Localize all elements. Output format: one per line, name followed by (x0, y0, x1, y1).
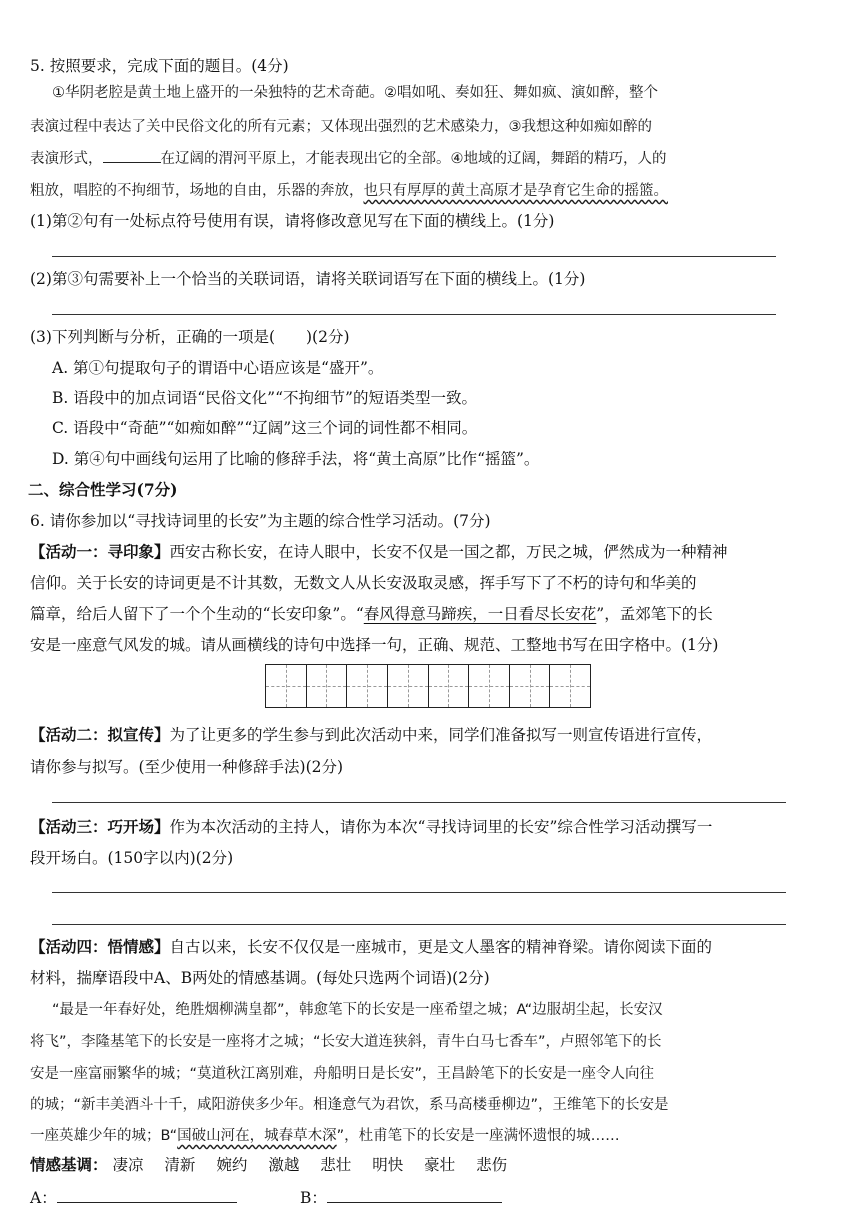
activity-1-label: 【活动一：寻印象】 (30, 543, 170, 561)
activity-3-label: 【活动三：巧开场】 (30, 818, 170, 836)
activity-1-line-2: 信仰。关于长安的诗词更是不计其数，无数文人从长安汲取灵感，挥手写下了不朽的诗句和华美的 (30, 574, 697, 592)
answer-a-row (30, 1186, 237, 1209)
activity-4-line-1 (30, 936, 712, 958)
answer-b-line[interactable] (327, 1186, 502, 1203)
activity-2-label: 【活动二：拟宣传】 (30, 726, 170, 744)
tone-word: 清新 (164, 1156, 196, 1174)
q5-inline-blank[interactable] (103, 148, 161, 163)
activity-1-text-3a: 篇章，给后人留下了一个个生动的“长安印象”。“ (30, 605, 364, 623)
q5-sub2-answer-line[interactable] (52, 314, 776, 315)
grid-cell[interactable] (347, 665, 388, 707)
activity-2-answer-line[interactable] (52, 802, 786, 803)
q5-passage-line-3-start: 表演形式， (30, 151, 103, 167)
grid-cell[interactable] (510, 665, 551, 707)
activity-4-text-1: 自古以来，长安不仅仅是一座城市，更是文人墨客的精神脊梁。请你阅读下面的 (169, 938, 713, 956)
activity-2-text-1: 为了让更多的学生参与到此次活动中来，同学们准备拟写一则宣传语进行宣传， (169, 726, 713, 744)
activity-3-text-1: 作为本次活动的主持人，请你为本次“寻找诗词里的长安”综合性学习活动撰写一 (169, 818, 713, 836)
tone-word: 凄凉 (112, 1156, 144, 1174)
q5-option-c: C. 语段中“奇葩”“如痴如醉”“辽阔”这三个词的词性都不相同。 (52, 419, 478, 437)
tones-row (30, 1154, 507, 1176)
answer-b-row (300, 1186, 502, 1209)
activity-3-line-2: 段开场白。(150字以内)(2分) (30, 849, 234, 867)
grid-cell[interactable] (307, 665, 348, 707)
tones-label: 情感基调： (30, 1156, 108, 1174)
grid-cell[interactable] (550, 665, 590, 707)
tianzige-grid[interactable] (265, 664, 591, 708)
q5-passage-line-2: 表演过程中表达了关中民俗文化的所有元素；又体现出强烈的艺术感染力，③我想这种如痴如醉的 (30, 119, 652, 135)
material-underlined-poem: 国破山河在，城春草木深 (177, 1128, 337, 1144)
tone-word: 悲伤 (476, 1156, 508, 1174)
material-line-1: “最是一年春好处，绝胜烟柳满皇都”，韩愈笔下的长安是一座希望之城；A“边服胡尘起，长安汉 (52, 1002, 663, 1018)
q5-option-a: A. 第①句提取句子的谓语中心语应该是“盛开”。 (52, 359, 384, 377)
q5-sub1-answer-line[interactable] (52, 256, 776, 257)
q5-sub1: (1)第②句有一处标点符号使用有误，请将修改意见写在下面的横线上。(1分) (30, 212, 555, 230)
tone-word: 豪壮 (424, 1156, 456, 1174)
activity-1-text-3c: ”，孟郊笔下的长 (596, 605, 713, 623)
tone-word: 明快 (372, 1156, 404, 1174)
activity-1-underlined-poem: 春风得意马蹄疾，一日看尽长安花 (363, 605, 597, 623)
grid-cell[interactable] (388, 665, 429, 707)
activity-1-line-1 (30, 541, 728, 563)
material-line-3: 安是一座富丽繁华的城；“莫道秋江离别难，舟船明日是长安”，王昌龄笔下的长安是一座令人向往 (30, 1066, 655, 1082)
q5-option-b: B. 语段中的加点词语“民俗文化”“不拘细节”的短语类型一致。 (52, 389, 477, 407)
q5-passage-line-4 (30, 180, 668, 202)
material-line-5a: 一座英雄少年的城；B“ (30, 1128, 178, 1144)
q5-sub3: (3)下列判断与分析，正确的一项是( )(2分) (30, 328, 350, 346)
activity-4-line-2: 材料，揣摩语段中A、B两处的情感基调。(每处只选两个词语)(2分) (30, 969, 490, 987)
material-line-5 (30, 1125, 620, 1147)
answer-a-label: A： (30, 1189, 57, 1207)
answer-b-label: B： (300, 1189, 327, 1207)
answer-a-line[interactable] (57, 1186, 237, 1203)
q5-sub2: (2)第③句需要补上一个恰当的关联词语，请将关联词语写在下面的横线上。(1分) (30, 270, 586, 288)
activity-3-answer-line-2[interactable] (52, 924, 786, 925)
q5-passage-line-4-start: 粗放，唱腔的不拘细节，场地的自由，乐器的奔放， (30, 183, 364, 199)
tone-word: 悲壮 (320, 1156, 352, 1174)
q6-heading: 6. 请你参加以“寻找诗词里的长安”为主题的综合性学习活动。(7分) (30, 512, 491, 530)
activity-2-line-1 (30, 724, 712, 746)
activity-2-line-2: 请你参与拟写。(至少使用一种修辞手法)(2分) (30, 758, 344, 776)
q5-passage-line-1: ①华阴老腔是黄土地上盛开的一朵独特的艺术奇葩。②唱如吼、奏如狂、舞如疯、演如醉，整个 (52, 85, 658, 101)
q5-heading: 5. 按照要求，完成下面的题目。(4分) (30, 57, 289, 75)
tone-word: 激越 (268, 1156, 300, 1174)
activity-1-line-3 (30, 603, 713, 625)
activity-3-answer-line-1[interactable] (52, 892, 786, 893)
activity-1-text-1: 西安古称长安，在诗人眼中，长安不仅是一国之都，万民之城，俨然成为一种精神 (169, 543, 728, 561)
material-line-2: 将飞”，李隆基笔下的长安是一座将才之城；“长安大道连狭斜，青牛白马七香车”，卢照邻笔下的长 (30, 1034, 662, 1050)
activity-3-line-1 (30, 816, 712, 838)
grid-cell[interactable] (429, 665, 470, 707)
tone-word: 婉约 (216, 1156, 248, 1174)
q5-option-d: D. 第④句中画线句运用了比喻的修辞手法，将“黄土高原”比作“摇篮”。 (52, 450, 540, 468)
grid-cell[interactable] (266, 665, 307, 707)
q5-passage-line-3-end: 在辽阔的渭河平原上，才能表现出它的全部。④地域的辽阔，舞蹈的精巧，人的 (160, 151, 667, 167)
material-line-4: 的城；“新丰美酒斗十千，咸阳游侠多少年。相逢意气为君饮，系马高楼垂柳边”，王维笔下的长安是 (30, 1097, 669, 1113)
section-2-title: 二、综合性学习(7分) (28, 480, 178, 499)
q5-passage-line-3 (30, 148, 667, 170)
activity-1-line-4: 安是一座意气风发的城。请从画横线的诗句中选择一句，正确、规范、工整地书写在田字格中。(1分) (30, 636, 719, 654)
q5-underlined-sentence: 也只有厚厚的黄土高原才是孕育它生命的摇篮。 (363, 183, 668, 199)
material-line-5c: ”，杜甫笔下的长安是一座满怀遗恨的城…… (336, 1128, 620, 1144)
grid-cell[interactable] (469, 665, 510, 707)
activity-4-label: 【活动四：悟情感】 (30, 938, 170, 956)
